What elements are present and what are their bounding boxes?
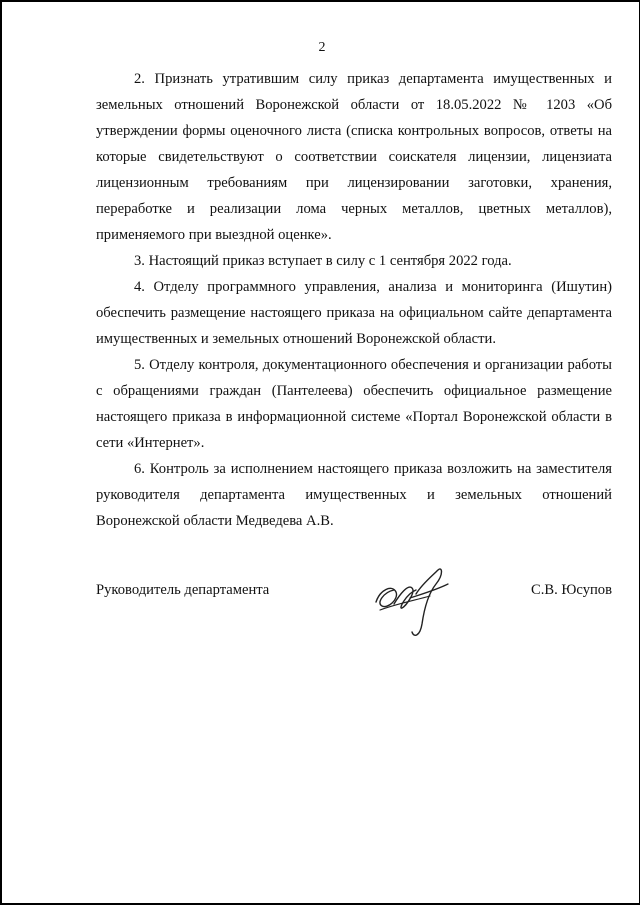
- paragraph-5: 5. Отделу контроля, документационного обеспечения и организации работы с обращениями граждан (Пантелеева) обеспечить официальное размещение настоящего приказа в информационной системе «Портал Воронежской области в сети «Интернет».: [96, 357, 612, 451]
- page-number: 2: [318, 40, 326, 55]
- paragraph-3: 3. Настоящий приказ вступает в силу с 1 сентября 2022 года.: [134, 253, 512, 269]
- signatory-name: С.В. Юсупов: [531, 582, 612, 598]
- paragraph-4: 4. Отделу программного управления, анализа и мониторинга (Ишутин) обеспечить размещение настоящего приказа на официальном сайте департамента имущественных и земельных отношений Воронежской области.: [96, 279, 612, 347]
- document-body: [96, 66, 612, 534]
- paragraph-2: 2. Признать утратившим силу приказ департамента имущественных и земельных отношений Воронежской области от 18.05.2022 № 1203 «Об утверждении формы оценочного листа (списка контрольных вопросов, ответы на которые свидетельствуют о соответствии соискателя лицензии, лицензиата лицензионным требованиям при лицензировании заготовки, хранения, переработке и реализации лома черных металлов, цветных металлов), применяемого при выездной оценке».: [96, 71, 612, 243]
- signatory-title: Руководитель департамента: [96, 582, 270, 598]
- signature-block: [96, 582, 612, 652]
- handwritten-signature: [366, 554, 466, 644]
- paragraph-6: 6. Контроль за исполнением настоящего приказа возложить на заместителя руководителя департамента имущественных и земельных отношений Воронежской области Медведева А.В.: [96, 461, 612, 529]
